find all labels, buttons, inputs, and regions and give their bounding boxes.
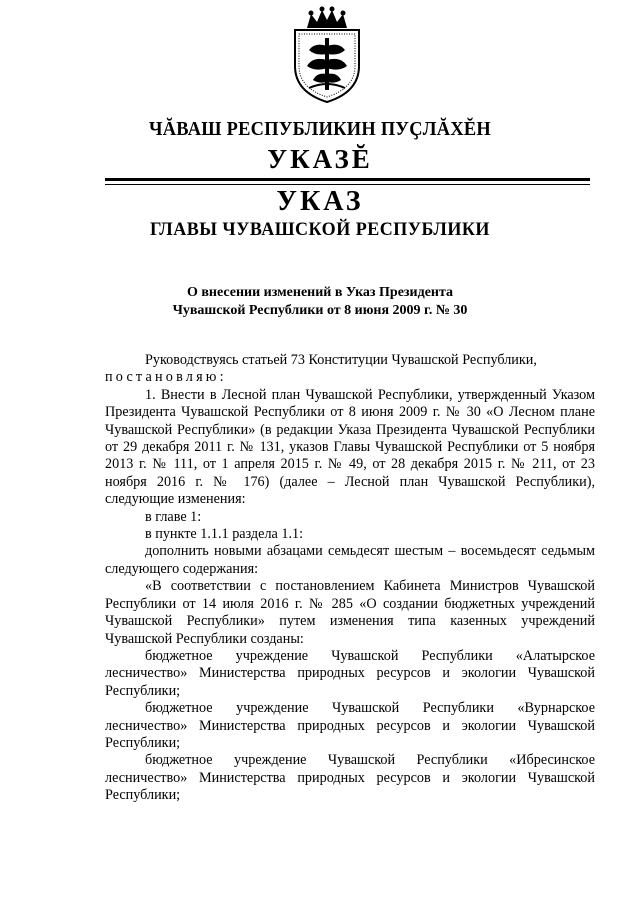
body-paragraph-8: бюджетное учреждение Чувашской Республики «Ибресинское лесничество» Министерства природных ресурсов и экологии Чувашской Республики;: [105, 752, 595, 804]
header-divider-thick: [105, 178, 590, 181]
body-paragraph-4: дополнить новыми абзацами семьдесят шестым – восемьдесят седьмым следующего содержания:: [105, 543, 595, 577]
header-chuvash-decree: УКАЗĔ: [267, 144, 373, 174]
body-intro: Руководствуясь статьей 73 Конституции Чувашской Республики,: [145, 352, 537, 368]
header-russian-decree: УКАЗ: [276, 186, 364, 217]
header-divider-thin: [105, 184, 590, 185]
subject-line-1: О внесении изменений в Указ Президента: [186, 285, 454, 300]
body-paragraph-6: бюджетное учреждение Чувашской Республики «Алатырское лесничество» Министерства природных ресурсов и экологии Чувашской Республики;: [105, 647, 595, 699]
coat-of-arms-icon: [285, 6, 369, 104]
body-decree-word: постановляю:: [105, 369, 227, 386]
body-paragraph-1: 1. Внести в Лесной план Чувашской Республики, утвержденный Указом Президента Чувашской Республики от 8 июня 2009 г. № 30 «О Лесном плане Чувашской Республики» (в редакции Указа Президента Чувашской Республики от 29 декабря 2011 г. № 131, указов Главы Чувашской Республики от 5 ноября 2013 г. № 111, от 1 апреля 2015 г. № 49, от 28 декабря 2015 г. № 211, от 23 ноября 2016 г. № 176) (далее – Лесной план Чувашской Республики), следующие изменения:: [105, 386, 595, 508]
header-chuvash-title: ЧĂВАШ РЕСПУБЛИКИН ПУҪЛĂХĔН: [148, 118, 492, 140]
body-paragraph-3: в пункте 1.1.1 раздела 1.1:: [145, 526, 304, 543]
subject-line-2: Чувашской Республики от 8 июня 2009 г. № 30: [172, 303, 468, 318]
document-body: [105, 352, 595, 805]
document-subject: [0, 284, 640, 320]
body-paragraph-7: бюджетное учреждение Чувашской Республики «Вурнарское лесничество» Министерства природных ресурсов и экологии Чувашской Республики;: [105, 700, 595, 751]
body-paragraph-5: «В соответствии с постановлением Кабинета Министров Чувашской Республики от 14 июля 2016 г. № 285 «О создании бюджетных учреждений Чувашской Республики» путем изменения типа казенных учреждений Чувашской Республики созданы:: [105, 578, 595, 647]
header-russian-title: ГЛАВЫ ЧУВАШСКОЙ РЕСПУБЛИКИ: [150, 219, 490, 240]
body-paragraph-2: в главе 1:: [145, 508, 202, 525]
